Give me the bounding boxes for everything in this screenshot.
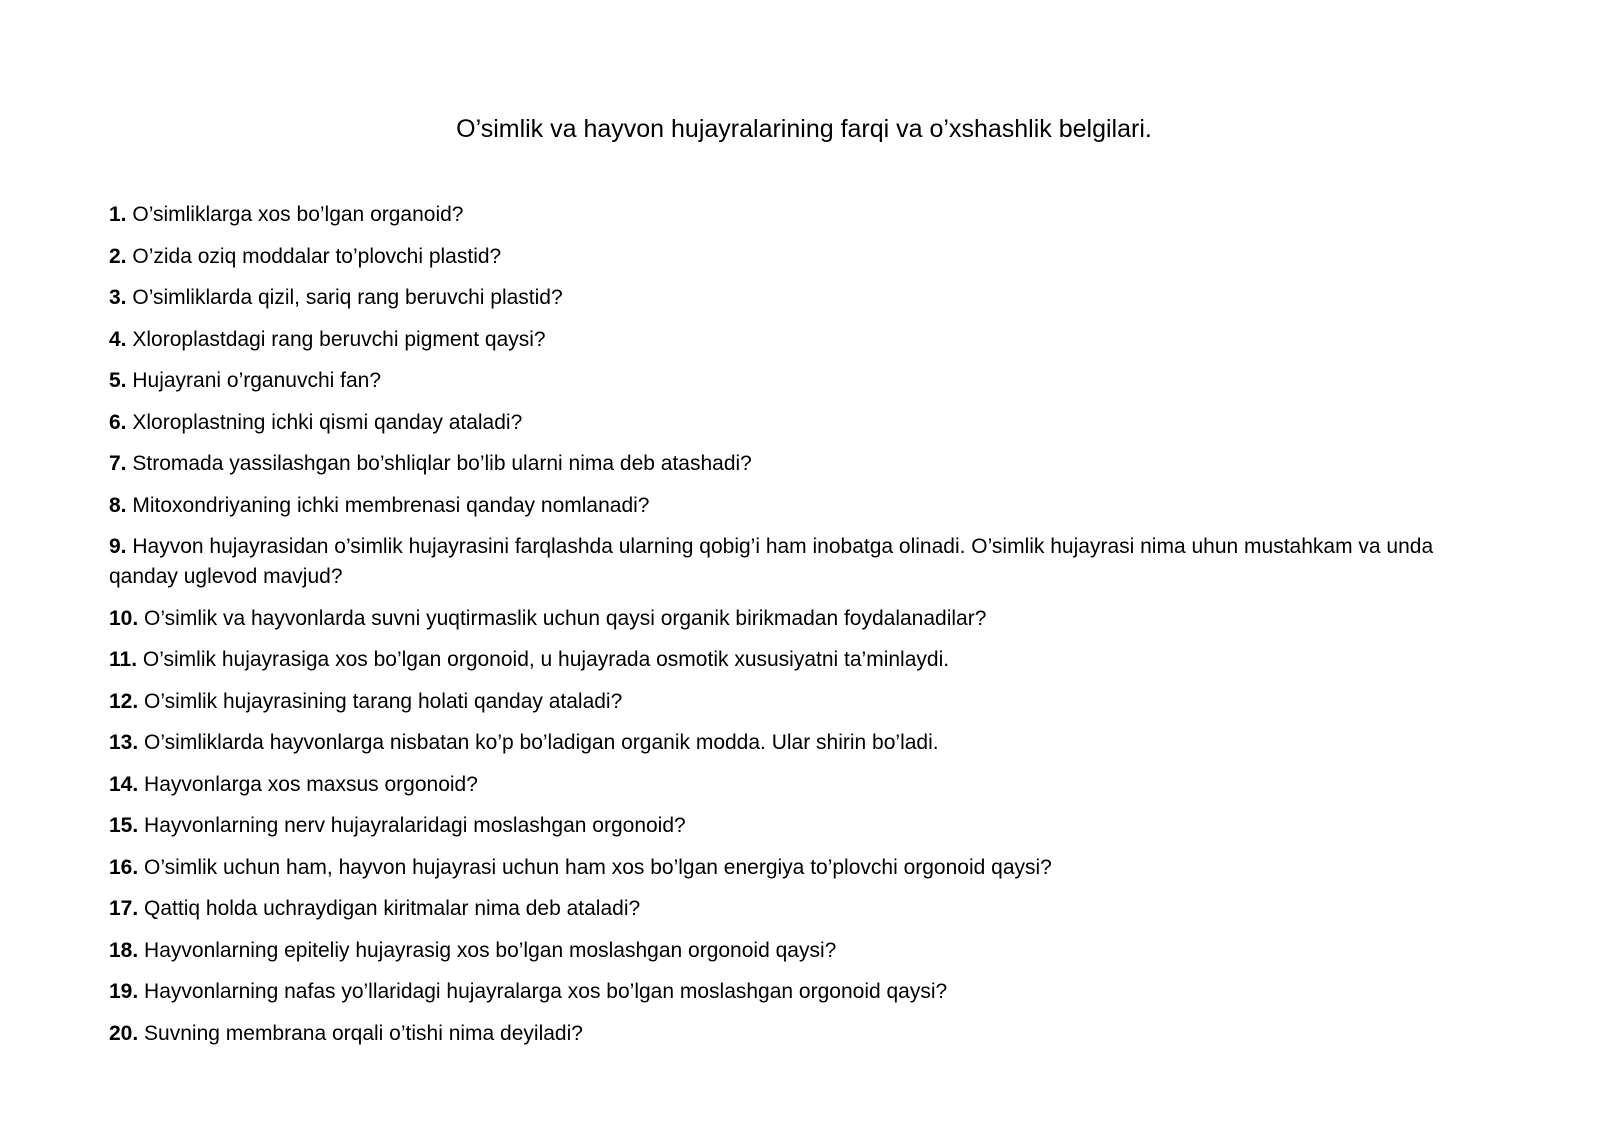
question-text: Hayvon hujayrasidan o’simlik hujayrasini farqlashda ularning qobig’i ham inobatga olinadi. O’simlik hujayrasi nima uhun mustahkam va unda qanday uglevod mavjud? bbox=[109, 535, 1434, 588]
question-text: Hayvonlarning nafas yo’llaridagi hujayralarga xos bo’lgan moslashgan orgonoid qaysi? bbox=[144, 980, 948, 1003]
question-text: Hujayrani o’rganuvchi fan? bbox=[132, 369, 382, 392]
question-number: 15. bbox=[109, 814, 139, 837]
question-number: 9. bbox=[109, 535, 127, 558]
question-number: 17. bbox=[109, 897, 139, 920]
question-number: 1. bbox=[109, 203, 127, 226]
question-number: 11. bbox=[109, 648, 138, 671]
question-text: Suvning membrana orqali o’tishi nima deyiladi? bbox=[144, 1021, 583, 1045]
question-text: O’simliklarda hayvonlarga nisbatan ko’p bo’ladigan organik modda. Ular shirin bo’ladi. bbox=[144, 731, 939, 754]
question-number: 10. bbox=[109, 606, 139, 630]
question-list bbox=[109, 200, 1499, 1060]
question-text: Qattiq holda uchraydigan kiritmalar nima deb ataladi? bbox=[144, 897, 641, 920]
question-number: 2. bbox=[109, 244, 127, 268]
question-number: 13. bbox=[109, 731, 139, 754]
question-number: 19. bbox=[109, 980, 139, 1003]
question-item bbox=[109, 1019, 1499, 1049]
question-text: Mitoxondriyaning ichki membrenasi qanday nomlanadi? bbox=[132, 493, 650, 517]
question-number: 4. bbox=[109, 327, 127, 351]
question-number: 16. bbox=[109, 855, 139, 879]
question-number: 18. bbox=[109, 938, 139, 962]
question-item bbox=[109, 770, 1499, 800]
question-number: 6. bbox=[109, 410, 127, 434]
question-item bbox=[109, 449, 1499, 479]
question-item bbox=[109, 283, 1499, 313]
question-number: 14. bbox=[109, 772, 139, 796]
question-text: O’simliklarga xos bo’lgan organoid? bbox=[132, 203, 464, 226]
question-text: O’simlik va hayvonlarda suvni yuqtirmaslik uchun qaysi organik birikmadan foydalanadilar? bbox=[144, 606, 987, 630]
question-number: 20. bbox=[109, 1021, 139, 1045]
question-item bbox=[109, 491, 1499, 521]
question-text: Xloroplastdagi rang beruvchi pigment qaysi? bbox=[132, 327, 546, 351]
question-text: Stromada yassilashgan bo’shliqlar bo’lib ularni nima deb atashadi? bbox=[132, 452, 752, 475]
question-item bbox=[109, 366, 1499, 396]
question-number: 7. bbox=[109, 452, 127, 475]
question-text: Xloroplastning ichki qismi qanday ataladi? bbox=[132, 410, 523, 434]
question-item bbox=[109, 532, 1499, 592]
question-text: Hayvonlarning nerv hujayralaridagi moslashgan orgonoid? bbox=[144, 814, 686, 837]
question-item bbox=[109, 604, 1499, 634]
question-text: O’zida oziq moddalar to’plovchi plastid? bbox=[132, 244, 502, 268]
question-number: 8. bbox=[109, 493, 127, 517]
question-item bbox=[109, 811, 1499, 841]
question-item bbox=[109, 687, 1499, 717]
question-item bbox=[109, 894, 1499, 924]
document-title: O’simlik va hayvon hujayralarining farqi va o’xshashlik belgilari. bbox=[456, 115, 1152, 143]
question-text: O’simliklarda qizil, sariq rang beruvchi plastid? bbox=[132, 286, 563, 309]
question-number: 5. bbox=[109, 369, 127, 392]
question-text: Hayvonlarga xos maxsus orgonoid? bbox=[144, 772, 478, 796]
question-item bbox=[109, 325, 1499, 355]
question-item bbox=[109, 408, 1499, 438]
question-text: O’simlik hujayrasining tarang holati qanday ataladi? bbox=[144, 689, 623, 713]
question-item bbox=[109, 936, 1499, 966]
question-item bbox=[109, 853, 1499, 883]
question-item bbox=[109, 242, 1499, 272]
question-text: O’simlik hujayrasiga xos bo’lgan orgonoid, u hujayrada osmotik xususiyatni ta’minlaydi. bbox=[142, 648, 950, 671]
question-text: Hayvonlarning epiteliy hujayrasig xos bo’lgan moslashgan orgonoid qaysi? bbox=[144, 938, 837, 962]
question-number: 12. bbox=[109, 689, 139, 713]
question-number: 3. bbox=[109, 286, 127, 309]
question-item bbox=[109, 645, 1499, 675]
question-text: O’simlik uchun ham, hayvon hujayrasi uchun ham xos bo’lgan energiya to’plovchi orgonoid qaysi? bbox=[144, 855, 1052, 879]
question-item bbox=[109, 977, 1499, 1007]
question-item bbox=[109, 200, 1499, 230]
question-item bbox=[109, 728, 1499, 758]
